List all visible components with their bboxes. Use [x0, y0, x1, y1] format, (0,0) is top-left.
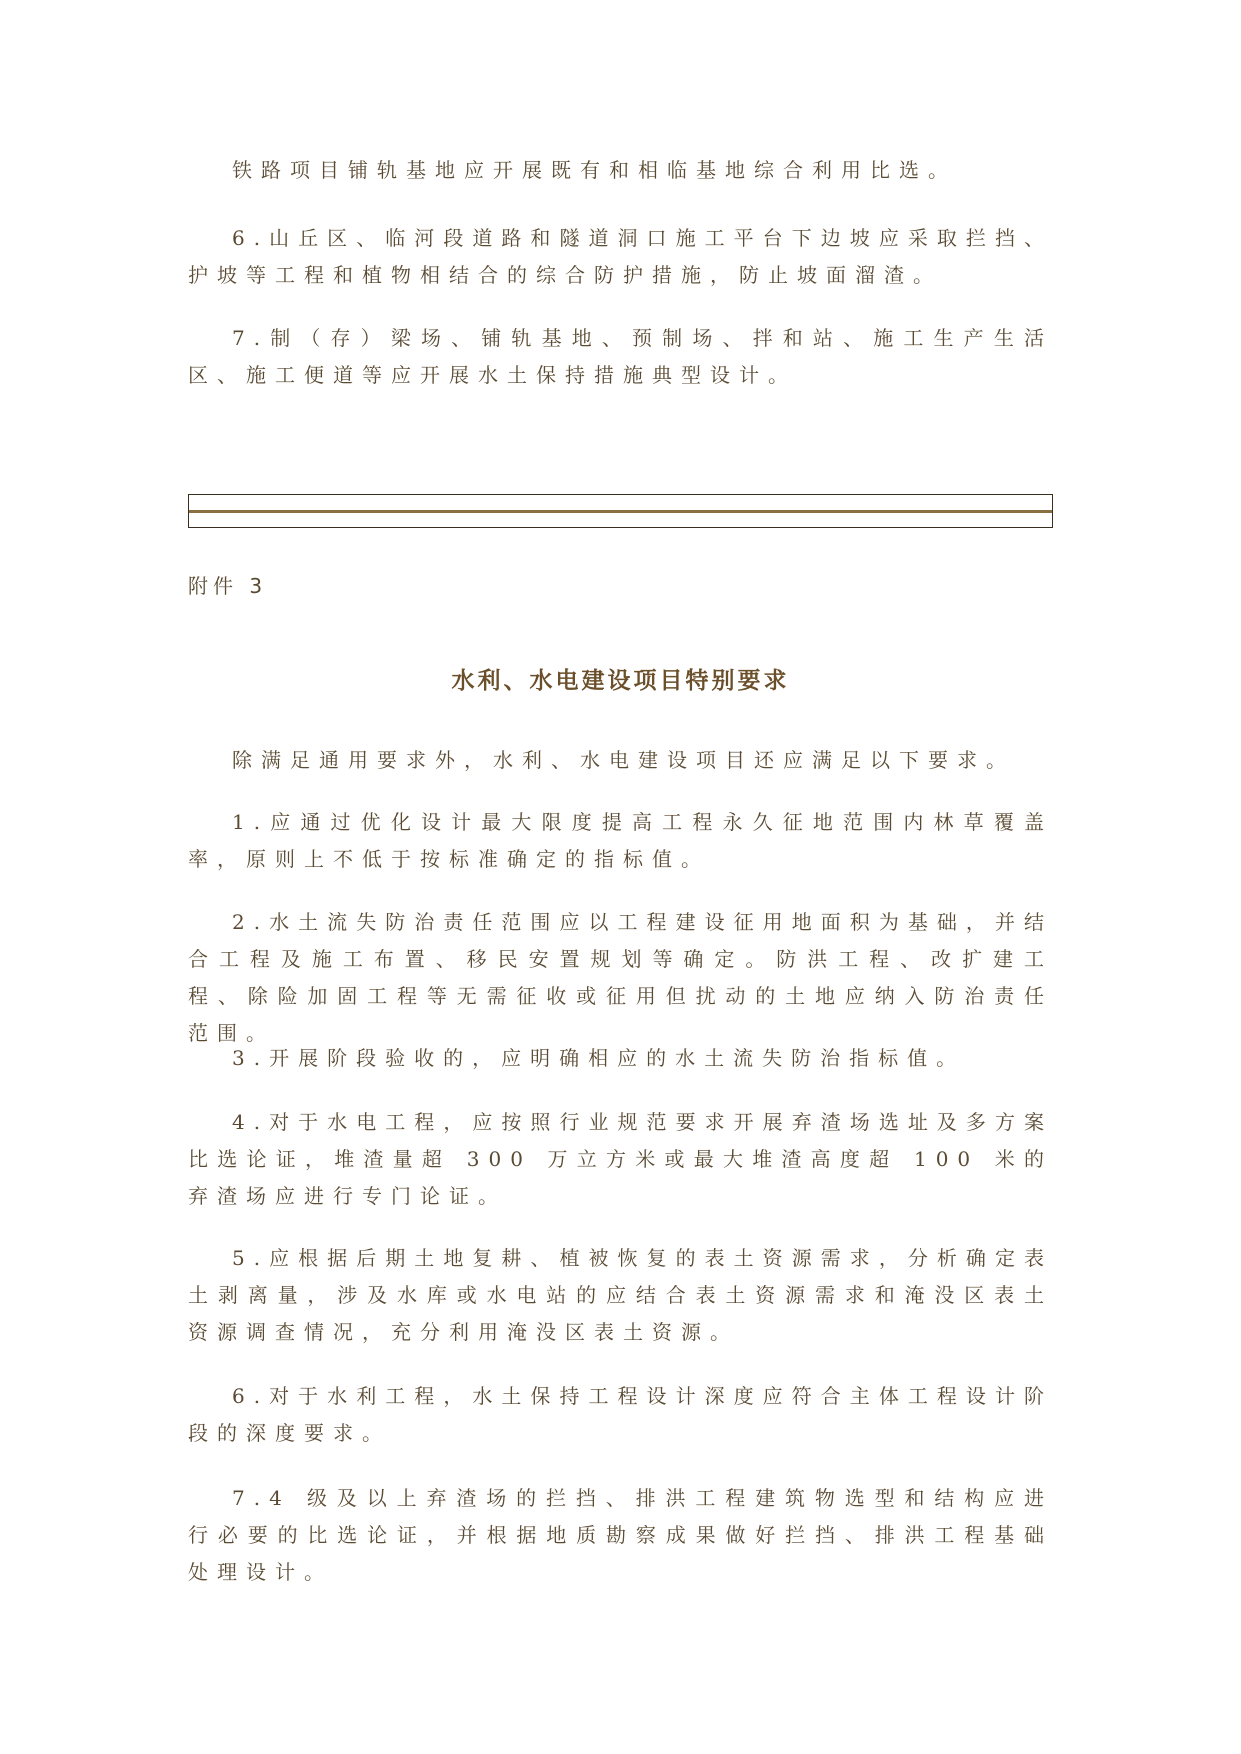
- paragraph-intro: 除满足通用要求外，水利、水电建设项目还应满足以下要求。: [232, 748, 1015, 772]
- attachment-label: 附件 3: [188, 574, 268, 598]
- paragraph-railway-base: 铁路项目铺轨基地应开展既有和相临基地综合利用比选。: [232, 158, 957, 182]
- paragraph-item-4: 4.对于水电工程，应按照行业规范要求开展弃渣场选址及多方案比选论证，堆渣量超 300 万立方米或最大堆渣高度超 100 米的弃渣场应进行专门论证。: [188, 1110, 1053, 1208]
- divider-band: [189, 510, 1052, 513]
- document-page: [188, 0, 1053, 1754]
- section-title: 水利、水电建设项目特别要求: [451, 668, 790, 694]
- paragraph-item-3: 3.开展阶段验收的，应明确相应的水土流失防治指标值。: [232, 1046, 966, 1070]
- paragraph-item-6: 6.对于水利工程，水土保持工程设计深度应符合主体工程设计阶段的深度要求。: [188, 1384, 1053, 1445]
- paragraph-item-1: 1.应通过优化设计最大限度提高工程永久征地范围内林草覆盖率，原则上不低于按标准确定的指标值。: [188, 810, 1053, 871]
- paragraph-item-7-typical-design: 7.制（存）梁场、铺轨基地、预制场、拌和站、施工生产生活区、施工便道等应开展水土保持措施典型设计。: [188, 326, 1053, 387]
- paragraph-item-2: 2.水土流失防治责任范围应以工程建设征用地面积为基础，并结合工程及施工布置、移民安置规划等确定。防洪工程、改扩建工程、除险加固工程等无需征收或征用但扰动的土地应纳入防治责任范围。: [188, 910, 1053, 1045]
- section-divider: [188, 494, 1053, 528]
- paragraph-item-5: 5.应根据后期土地复耕、植被恢复的表土资源需求，分析确定表土剥离量，涉及水库或水电站的应结合表土资源需求和淹没区表土资源调查情况，充分利用淹没区表土资源。: [188, 1246, 1053, 1344]
- paragraph-item-6-slope-protection: 6.山丘区、临河段道路和隧道洞口施工平台下边坡应采取拦挡、护坡等工程和植物相结合的综合防护措施，防止坡面溜渣。: [188, 226, 1053, 287]
- paragraph-item-7: 7.4 级及以上弃渣场的拦挡、排洪工程建筑物选型和结构应进行必要的比选论证，并根据地质勘察成果做好拦挡、排洪工程基础处理设计。: [188, 1486, 1053, 1584]
